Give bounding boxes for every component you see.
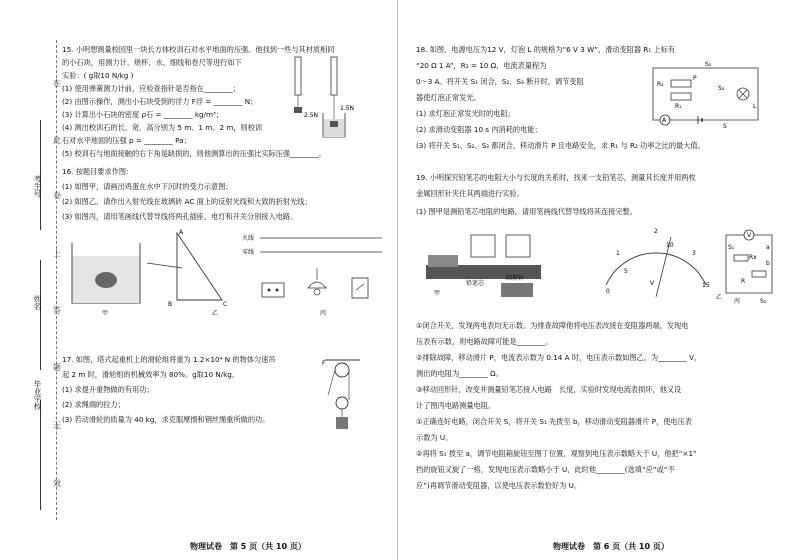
margin-char: 答 xyxy=(53,306,61,315)
q18-label: L xyxy=(753,103,757,110)
q19-label-V: V xyxy=(650,280,655,287)
q19-label-S1: S₁ xyxy=(728,244,735,251)
fig-label-jia: 甲 xyxy=(102,310,109,317)
q15-fig-label: 1.5N xyxy=(340,105,355,112)
q15-line: (2) 由图示操作，测出小石块受到的浮力 F浮 = ________ N； xyxy=(62,97,258,106)
q15-line: 的小石块，用测力计、烧杯、水、细线和卷尺等进行如下 xyxy=(62,58,242,67)
fig-label-bing: 丙 xyxy=(320,310,327,317)
q16-line: (2) 如图乙，请作出入射光线在玻璃砖 AC 面上的反射光线和大致的折射光线； xyxy=(62,197,312,206)
q19-tick: 10 xyxy=(666,242,674,249)
fig-label-neutral-wire: 零线 xyxy=(242,249,255,256)
margin-char: 此 xyxy=(53,136,61,145)
margin-line-3 xyxy=(40,400,41,510)
margin-char: 无 xyxy=(53,421,61,430)
q19-label-bing: 丙 xyxy=(734,298,741,305)
margin-label-name: 姓名 xyxy=(33,295,42,310)
q19-diagram xyxy=(416,225,776,307)
q19-cont-line: ②再将 S₁ 拨至 a，调节电阻箱旋钮至图丁位置，观察到电压表示数略大于 U，他把“×1” xyxy=(416,449,697,458)
q19-tick: 1 xyxy=(616,250,620,257)
margin-char: 上 xyxy=(53,249,61,258)
q19-tick: 2 xyxy=(654,228,658,235)
q16-diagram xyxy=(62,228,392,318)
fig-label-F: F xyxy=(322,360,326,367)
q18-label: A xyxy=(662,117,667,124)
q15-line: (5) 校训石与地面接触的右下角是缺损的，则他测算出的压强比实际压强________。 xyxy=(62,149,327,158)
q19-tick: 0 xyxy=(606,288,610,295)
q19-label-b: b xyxy=(766,260,770,267)
margin-label-exam-number: 考生号 xyxy=(33,175,42,198)
q19-line: (1) 图甲是测铅笔芯电阻的电路，请用笔画线代替导线将其连接完整。 xyxy=(416,207,637,216)
q15-fig-label: 2.5N xyxy=(304,112,319,119)
margin-char: 题 xyxy=(53,363,61,372)
q18-line: (3) 将开关 S₁、S₂、S₃ 都闭合，移动滑片 P 且电路安全，求 R₁ 与 R₂ 功率之比的最大值。 xyxy=(416,141,705,150)
q15-figure xyxy=(285,55,365,150)
q19-cont-line: 示数为 U。 xyxy=(416,433,453,442)
q19-cont-line: 计了图丙电路测量电阻。 xyxy=(416,401,496,410)
q15-line: 15. 小明想测量校园里一块长方体校训石对水平地面的压强。他找到一些与其材质相同 xyxy=(62,45,335,54)
q17-line: (3) 若动滑轮的质量为 40 kg，求克服摩擦和钢丝绳重所做的功。 xyxy=(62,415,270,424)
q15-line: 石对水平地面的压强 p = ________ Pa； xyxy=(62,136,191,145)
q15-line: (4) 测出校训石的长、宽、高分别为 5 m、1 m、2 m，则校训 xyxy=(62,123,263,132)
q19-cont-line: ③移动回形针，改变并测量铅笔芯接入电路 长度，实验时发现电流表损坏，他又设 xyxy=(416,385,682,394)
q18-circuit-diagram xyxy=(643,60,773,130)
q19-label-Rx: Rx xyxy=(749,254,757,261)
q18-line: 器使灯泡正常发光。 xyxy=(416,93,481,102)
page-footer-left: 物理试卷 第 5 页（共 10 页） xyxy=(190,542,306,551)
spring-scale-diagram xyxy=(285,55,365,150)
q19-cont-line: 应”)再调节滑动变阻器，以使电压表示数恰好为 U。 xyxy=(416,481,582,490)
q16-line: (1) 如图甲，请画出鸡蛋在水中下沉时的受力示意图； xyxy=(62,182,233,191)
q19-cont-line: ①正确连好电路，闭合开关 S，将开关 S₁ 先拨至 b，移动滑动变阻器滑片 P，使电压表 xyxy=(416,417,692,426)
q19-label-jia: 甲 xyxy=(434,290,441,297)
margin-char: 在 xyxy=(53,79,61,88)
q17-line: 起 2 m 时，滑轮组的机械效率为 80%。g取10 N/kg。 xyxy=(62,370,240,379)
q19-cont-line: 压表有示数，则电路故障可能是________。 xyxy=(416,337,553,346)
q16-line: (3) 如图丙，请用笔画线代替导线将两孔插座、电灯和开关分别接入电路。 xyxy=(62,212,298,221)
margin-line-2 xyxy=(40,260,41,370)
q19-label-R: R xyxy=(741,278,746,285)
q19-label-pencil: 铅笔芯 xyxy=(466,280,485,287)
q19-label-yi: 乙 xyxy=(716,294,723,301)
q18-line: (2) 求滑动变阻器 10 s 内消耗的电能； xyxy=(416,125,542,134)
q19-cont-line: 挡的旋钮又旋了一格，发现电压表示数略小于 U，此时他________(选填“应”或“不 xyxy=(416,465,675,474)
q19-tick: 15 xyxy=(702,282,710,289)
q18-line: (1) 求灯泡正常发光时的电阻； xyxy=(416,109,515,118)
q18-label: R₂ xyxy=(657,81,664,88)
q18-circuit xyxy=(643,60,773,130)
fig-label-A: A xyxy=(179,229,184,236)
q18-label: S₃ xyxy=(718,85,725,92)
right-page xyxy=(397,0,794,560)
binding-dash-line xyxy=(56,40,57,520)
margin-char: 效 xyxy=(53,479,61,488)
q18-label: P xyxy=(693,75,697,82)
q18-line: 18. 如图，电源电压为12 V，灯泡 L 的规格为“6 V 3 W”，滑动变阻器 R₁ 上标有 xyxy=(416,45,676,54)
q18-line: “20 Ω 1 A”，R₂ = 10 Ω，电流表量程为 xyxy=(416,61,547,70)
q17-figure xyxy=(320,355,365,435)
fig-label-C: C xyxy=(223,301,228,308)
margin-char: 卷 xyxy=(53,191,61,200)
q17-line: (1) 求提升重物做的有用功； xyxy=(62,385,154,394)
q19-cont-line: ①闭合开关，发现两电表均无示数。为排查故障他将电压表改接在变阻器两端，发现电 xyxy=(416,321,689,330)
q19-label-V2: V xyxy=(747,232,752,239)
q19-line: 19. 小明探究铅笔芯的电阻大小与长度的关系时，找来一支铅笔芯，测量其长度并用两枚 xyxy=(416,173,696,182)
q19-label-S2: S₂ xyxy=(760,298,767,305)
page-footer-right: 物理试卷 第 6 页（共 10 页） xyxy=(553,542,669,551)
q19-tick: 5 xyxy=(624,268,628,275)
margin-label-school: 毕业学校 xyxy=(33,380,42,410)
q18-label: R₁ xyxy=(675,103,682,110)
q17-line: 17. 如图，塔式起重机上的滑轮组将重为 1.2×10⁴ N 的物体匀速吊 xyxy=(62,355,276,364)
q19-tick: 3 xyxy=(692,250,696,257)
fig-label-live-wire: 火线 xyxy=(242,235,255,242)
pulley-diagram xyxy=(320,355,365,435)
q19-cont-line: 测出的电阻为________ Ω。 xyxy=(416,369,503,378)
q17-line: (2) 求绳端的拉力； xyxy=(62,400,125,409)
q16-line: 16. 按题目要求作图： xyxy=(62,167,134,176)
fig-label-yi: 乙 xyxy=(212,310,219,317)
q15-line: (3) 计算出小石块的密度 ρ石 = ________ kg/m³； xyxy=(62,110,224,119)
q18-label: S xyxy=(723,123,727,130)
q15-line: (1) 使用弹簧测力计前，应检查指针是否指在________； xyxy=(62,84,240,93)
q15-line: 实验：( g取10 N/kg ) xyxy=(62,71,134,80)
fig-label-B: B xyxy=(168,301,173,308)
q19-line: 金属回形针夹住其两端进行实验。 xyxy=(416,189,524,198)
q16-figures xyxy=(62,228,392,318)
q18-label: S₂ xyxy=(705,61,712,68)
q19-cont-line: ②排除故障，移动滑片 P，电流表示数为 0.14 A 时，电压表示数如图乙，为________ V， xyxy=(416,353,702,362)
q19-label-clip: 回形针 xyxy=(506,275,525,282)
q18-line: 0～3 A。将开关 S₁ 闭合，S₂、S₃ 断开时，调节变阻 xyxy=(416,77,584,86)
q19-figures xyxy=(416,225,776,307)
q19-label-a: a xyxy=(766,244,770,251)
